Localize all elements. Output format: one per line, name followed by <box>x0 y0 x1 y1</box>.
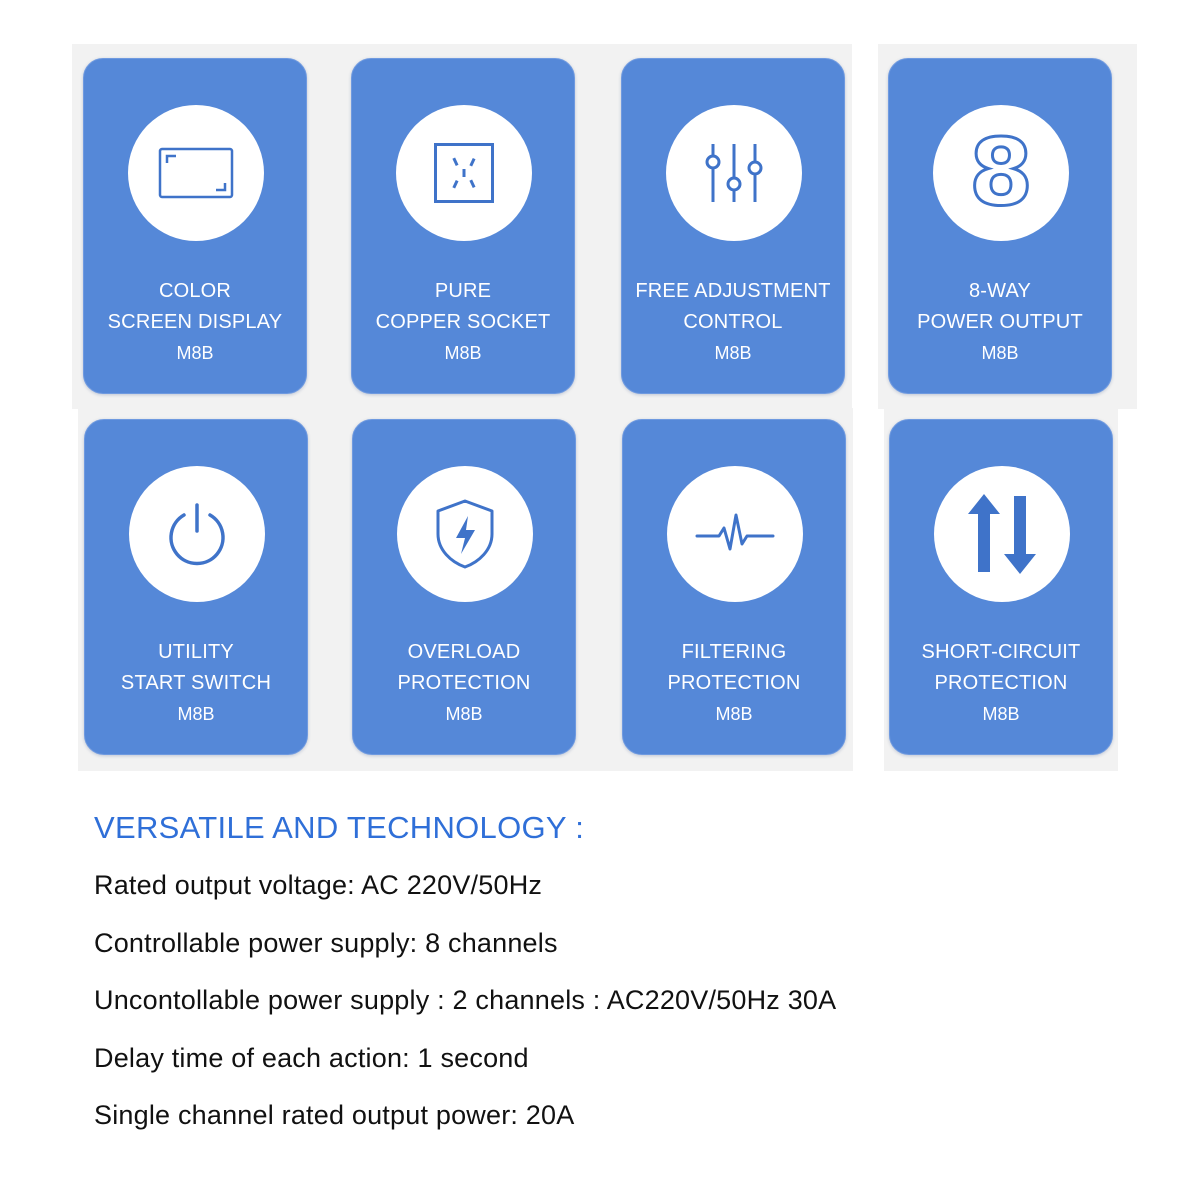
up-down-arrows-icon <box>960 492 1044 576</box>
feature-label: UTILITY START SWITCH <box>120 641 272 694</box>
feature-icon-circle <box>396 105 532 241</box>
spec-item: Uncontollable power supply : 2 channels : AC220V/50Hz 30A <box>94 985 837 1015</box>
feature-icon-circle <box>933 105 1069 241</box>
feature-model: M8B <box>176 343 214 363</box>
feature-label: COLOR SCREEN DISPLAY <box>107 280 283 333</box>
feature-model: M8B <box>982 704 1020 724</box>
feature-label: SHORT-CIRCUIT PROTECTION <box>921 641 1081 694</box>
spec-item: Delay time of each action: 1 second <box>94 1043 529 1073</box>
feature-label: PURE COPPER SOCKET <box>375 280 551 333</box>
feature-model: M8B <box>445 704 483 724</box>
feature-card-8-way <box>888 58 1112 394</box>
specs-title: VERSATILE AND TECHNOLOGY : <box>94 810 585 845</box>
feature-model: M8B <box>177 704 215 724</box>
feature-icon-circle <box>397 466 533 602</box>
feature-icon-circle <box>934 466 1070 602</box>
feature-model: M8B <box>444 343 482 363</box>
feature-label: FREE ADJUSTMENT CONTROL <box>635 280 831 333</box>
feature-icon-circle <box>667 466 803 602</box>
power-icon <box>162 499 232 569</box>
digit-eight-icon: 8 <box>968 119 1033 226</box>
sliders-icon <box>701 140 767 206</box>
feature-label: 8-WAY POWER OUTPUT <box>917 280 1083 333</box>
feature-card-filtering <box>622 419 846 755</box>
feature-card-short-circuit <box>889 419 1113 755</box>
spec-item: Rated output voltage: AC 220V/50Hz <box>94 870 543 900</box>
feature-icon-circle <box>128 105 264 241</box>
feature-card-copper-socket <box>351 58 575 394</box>
spec-item: Controllable power supply: 8 channels <box>94 928 558 958</box>
feature-model: M8B <box>714 343 752 363</box>
feature-card-color-screen <box>83 58 307 394</box>
shield-bolt-icon <box>434 498 496 570</box>
feature-card-free-adjustment <box>621 58 845 394</box>
socket-icon <box>434 143 494 203</box>
feature-label: FILTERING PROTECTION <box>667 641 801 694</box>
feature-icon-circle <box>666 105 802 241</box>
feature-model: M8B <box>981 343 1019 363</box>
feature-icon-circle <box>129 466 265 602</box>
screen-icon <box>158 147 234 199</box>
feature-card-start-switch <box>84 419 308 755</box>
feature-model: M8B <box>715 704 753 724</box>
feature-card-overload <box>352 419 576 755</box>
feature-label: OVERLOAD PROTECTION <box>397 641 531 694</box>
spec-item: Single channel rated output power: 20A <box>94 1100 575 1130</box>
pulse-icon <box>695 509 775 559</box>
